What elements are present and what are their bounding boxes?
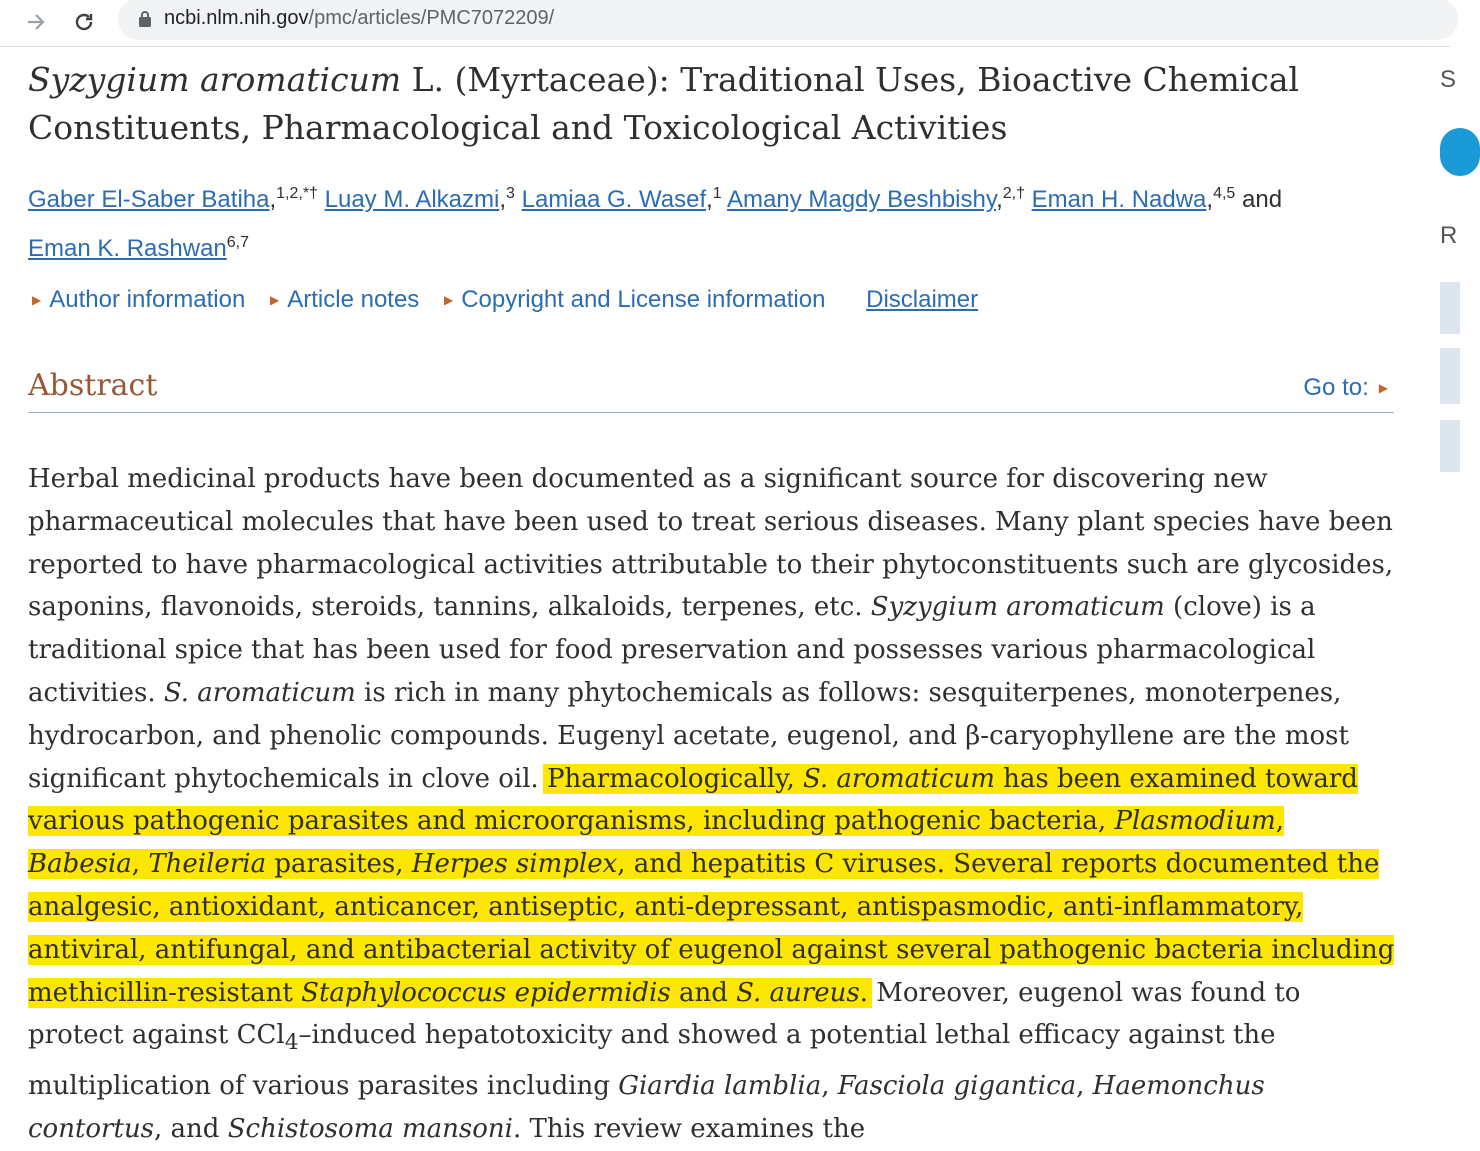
copyright-license-link[interactable]: Copyright and License information [461, 286, 826, 313]
species-name: S. aromaticum [803, 763, 995, 794]
author-link[interactable]: Gaber El-Saber Batiha [28, 186, 270, 213]
author-information-link[interactable]: Author information [49, 286, 246, 313]
author-affiliation: 1 [712, 185, 722, 202]
species-name: Staphylococcus epidermidis [301, 977, 671, 1008]
abstract-heading: Abstract [28, 368, 158, 403]
abstract-segment: , and hepatitis C viruses. Several reports documented the analgesic, antioxidant, anticancer, antiseptic, anti-depressant, antispasmodic, anti-inflammatory, antiviral, antifungal, and antibacterial activity of eugenol against several pathogenic bacteria including methicillin-resistant [28, 849, 1395, 1008]
abstract-segment: (clove) is a traditional spice that has been used for food preservation and possesses various pharmacological activities. [28, 592, 1316, 708]
article-title [28, 56, 1328, 152]
species-name: Herpes simplex [411, 849, 618, 880]
sidebar-text: R [1440, 222, 1458, 249]
species-name: Giardia lamblia [618, 1071, 822, 1102]
abstract-segment: , [1076, 1071, 1093, 1102]
abstract-text [28, 458, 1400, 1151]
abstract-segment: parasites, [266, 849, 412, 880]
author-link[interactable]: Amany Magdy Beshbishy [727, 186, 997, 213]
expand-triangle-icon: ▶ [443, 293, 454, 307]
sidebar-panel[interactable] [1440, 420, 1460, 472]
species-name: S. aromaticum [163, 677, 356, 708]
abstract-segment: . This review examines the [512, 1114, 866, 1145]
address-bar[interactable] [118, 0, 1458, 40]
author-link[interactable]: Eman K. Rashwan [28, 235, 227, 262]
abstract-segment: , [131, 849, 149, 880]
title-part-1: L. (Myrtaceae): Traditional Uses, Bioactive Chemical [401, 60, 1300, 99]
abstract-header [28, 368, 1394, 413]
author-link[interactable]: Lamiaa G. Wasef [521, 186, 707, 213]
goto-menu[interactable] [1303, 374, 1388, 402]
author-affiliation: 1,2,*† [276, 185, 318, 202]
abstract-segment: Herbal medicinal products have been documented as a significant source for discovering new pharmaceutical molecules that have been used to treat serious diseases. Many plant species have been reported to have pharmacological activities attributable to their phytoconstituents such are glycosides, saponins, flavonoids, steroids, tannins, alkaloids, terpenes, etc. [28, 464, 1394, 623]
abstract-segment: has been examined toward various pathogenic parasites and microorganisms, including pathogenic bacteria, [28, 763, 1358, 837]
browser-toolbar [0, 0, 1450, 47]
article-notes-link[interactable]: Article notes [287, 286, 420, 313]
author-affiliation: 4,5 [1213, 185, 1236, 202]
species-name: Haemonchus contortus [28, 1071, 1265, 1145]
author-affiliation: 3 [506, 185, 515, 202]
abstract-segment: and [670, 977, 737, 1008]
abstract-segment: , and [154, 1114, 228, 1145]
sidebar-text: S [1440, 66, 1457, 93]
abstract-segment: –induced hepatotoxicity and showed a potential lethal efficacy against the multiplication of various parasites including [28, 1020, 1276, 1102]
species-name: Babesia [28, 849, 132, 880]
abstract-segment: Moreover, eugenol was found to protect against CCl [28, 977, 1301, 1051]
subscript: 4 [284, 1030, 299, 1056]
and-word: and [1242, 186, 1283, 213]
sidebar-button[interactable] [1440, 128, 1480, 176]
author-affiliation: 6,7 [226, 234, 250, 251]
author-affiliation: 2,† [1002, 185, 1025, 202]
abstract-segment: Pharmacologically, [547, 763, 803, 794]
sidebar-panel[interactable] [1440, 348, 1460, 404]
species-name: Schistosoma mansoni [227, 1114, 513, 1145]
goto-label: Go to: [1303, 374, 1369, 401]
highlighted-passage [28, 764, 1394, 1008]
author-link[interactable]: Eman H. Nadwa [1031, 186, 1207, 213]
title-species: Syzygium aromaticum [28, 60, 402, 99]
forward-icon[interactable] [18, 4, 54, 40]
species-name: S. aureus [736, 977, 860, 1008]
species-name: Fasciola gigantica [837, 1071, 1077, 1102]
url-path: /pmc/articles/PMC7072209/ [308, 7, 555, 29]
expand-triangle-icon: ▶ [270, 293, 280, 307]
abstract-segment: , [821, 1071, 838, 1102]
expand-triangle-icon: ▶ [32, 293, 42, 307]
goto-triangle-icon: ▶ [1378, 381, 1388, 395]
abstract-segment: . [859, 977, 868, 1008]
url-text [164, 6, 554, 30]
disclaimer-link[interactable]: Disclaimer [866, 286, 979, 313]
lock-icon [138, 10, 152, 28]
author-list: Gaber El-Saber Batiha,$^{1,2,*\dagger}$ Luay M. Alkazmi,$^3$ Lamiaa G. Wasef,$^1$ Amany Magdy Beshbishy,$^{2,\dagger}$ Eman H. Nadwa,$^{4,5}$ and Eman K. Rashwan$^{6,7}$ [28, 185, 1283, 262]
species-name: Plasmodium [1114, 806, 1276, 837]
species-name: Syzygium aromaticum [870, 592, 1165, 623]
sidebar-panel[interactable] [1440, 282, 1460, 334]
reload-icon[interactable] [66, 4, 102, 40]
abstract-segment: is rich in many phytochemicals as follows: sesquiterpenes, monoterpenes, hydrocarbon, and phenolic compounds. Eugenyl acetate, eugenol, and β-caryophyllene are the most significant phytochemicals in clove oil. [28, 677, 1349, 794]
title-part-2: Constituents, Pharmacological and Toxicological Activities [28, 108, 1008, 147]
species-name: Theileria [148, 849, 267, 880]
author-link[interactable]: Luay M. Alkazmi [324, 186, 500, 213]
abstract-segment: , [1275, 806, 1285, 837]
url-domain: ncbi.nlm.nih.gov [164, 7, 309, 29]
article-meta-links [28, 280, 978, 320]
